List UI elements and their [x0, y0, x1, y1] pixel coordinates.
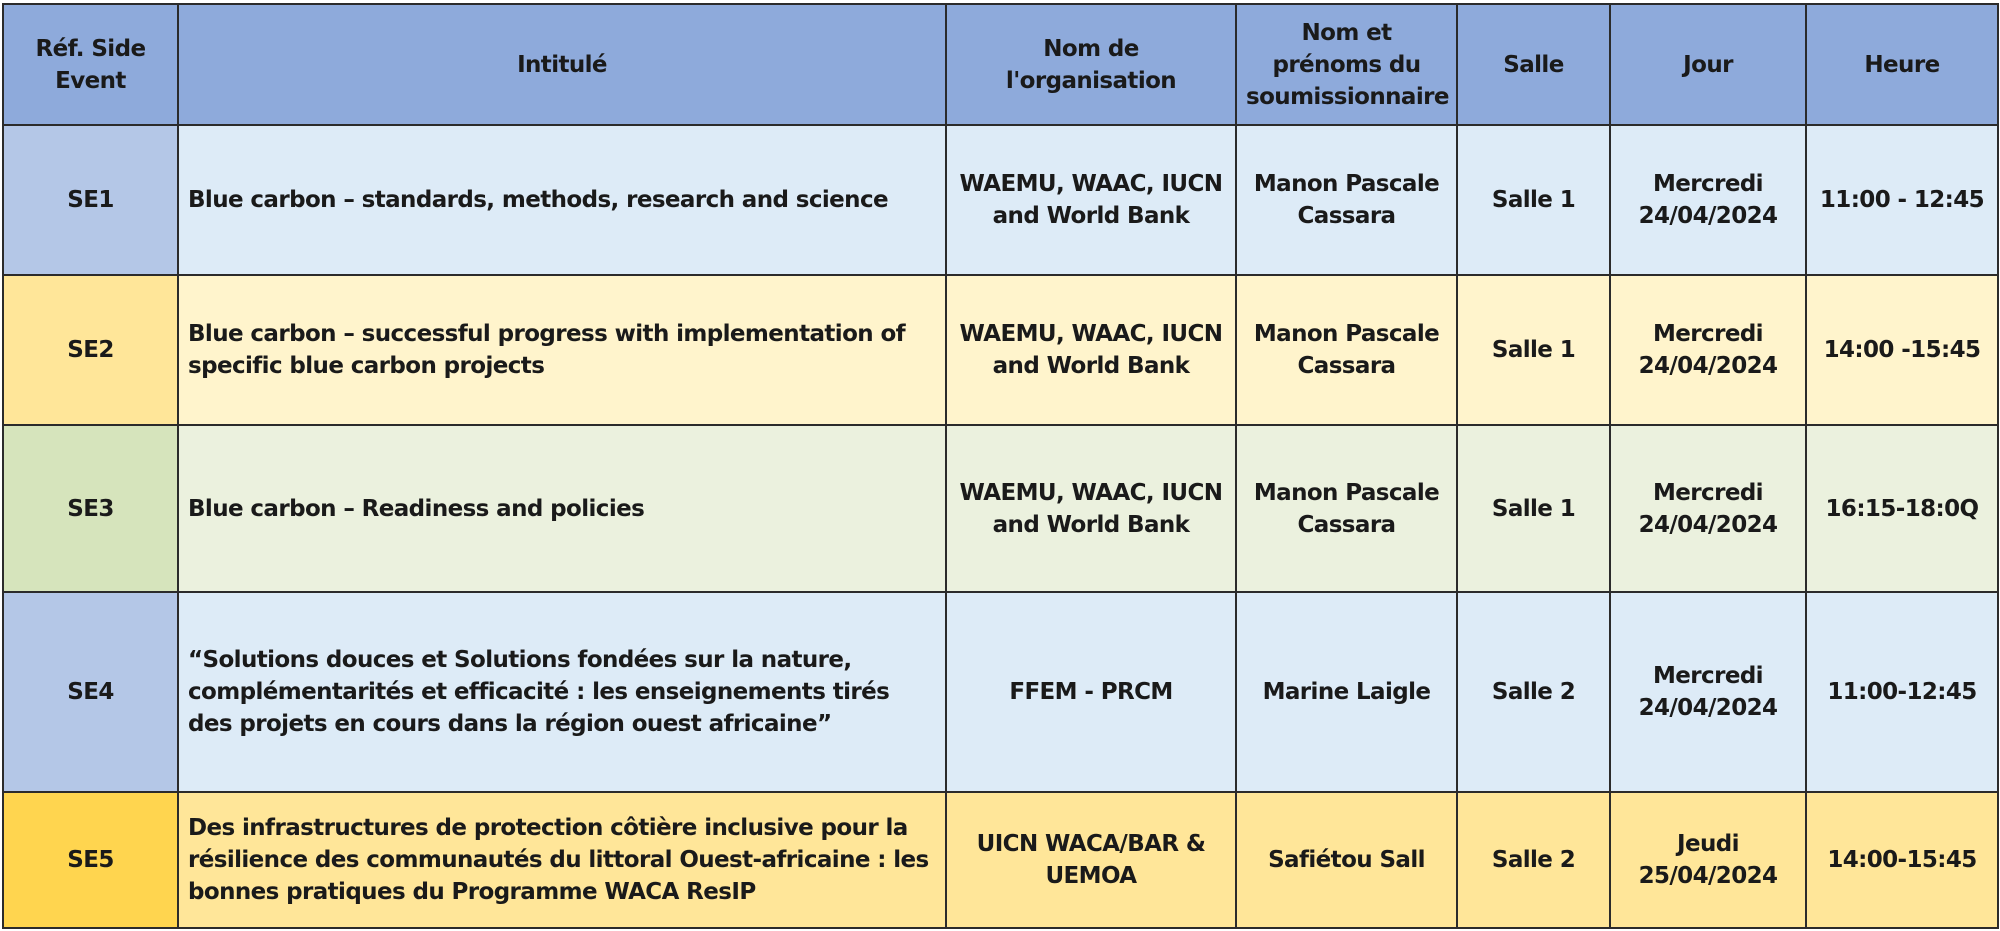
- day-name: Mercredi: [1653, 171, 1763, 197]
- cell-day: [1610, 275, 1806, 425]
- cell-submitter: Safiétou Sall: [1236, 792, 1457, 928]
- cell-submitter: Marine Laigle: [1236, 592, 1457, 792]
- cell-day: [1610, 125, 1806, 275]
- cell-org: UICN WACA/BAR & UEMOA: [946, 792, 1236, 928]
- cell-ref: SE3: [3, 425, 178, 592]
- cell-title: Blue carbon – standards, methods, research and science: [178, 125, 946, 275]
- cell-time: 14:00-15:45: [1806, 792, 1998, 928]
- cell-org: WAEMU, WAAC, IUCN and World Bank: [946, 425, 1236, 592]
- cell-title: Blue carbon – Readiness and policies: [178, 425, 946, 592]
- day-date: 25/04/2024: [1638, 863, 1778, 889]
- cell-room: Salle 2: [1457, 592, 1610, 792]
- cell-title: “Solutions douces et Solutions fondées sur la nature, complémentarités et efficacité : les enseignements tirés des projets en cours dans la région ouest africaine”: [178, 592, 946, 792]
- cell-ref: SE5: [3, 792, 178, 928]
- cell-org: WAEMU, WAAC, IUCN and World Bank: [946, 125, 1236, 275]
- cell-room: Salle 1: [1457, 425, 1610, 592]
- day-name: Mercredi: [1653, 321, 1763, 347]
- header-org: Nom de l'organisation: [946, 4, 1236, 125]
- header-submitter: Nom et prénoms du soumissionnaire: [1236, 4, 1457, 125]
- cell-time: 11:00-12:45: [1806, 592, 1998, 792]
- cell-room: Salle 1: [1457, 125, 1610, 275]
- table-row: [3, 592, 1998, 792]
- day-name: Mercredi: [1653, 479, 1763, 506]
- cell-ref: SE2: [3, 275, 178, 425]
- cell-room: Salle 1: [1457, 275, 1610, 425]
- cell-submitter: Manon Pascale Cassara: [1236, 425, 1457, 592]
- side-events-table: [2, 3, 1999, 929]
- table-row: [3, 125, 1998, 275]
- header-title: Intitulé: [178, 4, 946, 125]
- cell-day: [1610, 592, 1806, 792]
- day-date: 24/04/2024: [1638, 203, 1778, 229]
- day-date: 24/04/2024: [1638, 695, 1778, 721]
- cell-submitter: Manon Pascale Cassara: [1236, 125, 1457, 275]
- cell-day: [1610, 792, 1806, 928]
- table-row: [3, 792, 1998, 928]
- cell-submitter: Manon Pascale Cassara: [1236, 275, 1457, 425]
- cell-ref: SE4: [3, 592, 178, 792]
- cell-org: FFEM - PRCM: [946, 592, 1236, 792]
- cell-time: 11:00 - 12:45: [1806, 125, 1998, 275]
- day-date: 24/04/2024: [1638, 353, 1778, 379]
- cell-time: 16:15-18:0Q: [1806, 425, 1998, 592]
- header-time: Heure: [1806, 4, 1998, 125]
- header-row: [3, 4, 1998, 125]
- cell-room: Salle 2: [1457, 792, 1610, 928]
- day-date: 24/04/2024: [1638, 511, 1778, 538]
- cell-day: [1610, 425, 1806, 592]
- header-ref: Réf. Side Event: [3, 4, 178, 125]
- header-room: Salle: [1457, 4, 1610, 125]
- table-row: [3, 275, 1998, 425]
- day-name: Jeudi: [1677, 831, 1739, 857]
- cell-ref: SE1: [3, 125, 178, 275]
- side-events-table-container: [2, 3, 1997, 929]
- day-name: Mercredi: [1653, 663, 1763, 689]
- table-row: [3, 425, 1998, 592]
- cell-org: WAEMU, WAAC, IUCN and World Bank: [946, 275, 1236, 425]
- cell-title: Des infrastructures de protection côtière inclusive pour la résilience des communautés du littoral Ouest-africaine : les bonnes pratiques du Programme WACA ResIP: [178, 792, 946, 928]
- cell-time: 14:00 -15:45: [1806, 275, 1998, 425]
- header-day: Jour: [1610, 4, 1806, 125]
- cell-title: Blue carbon – successful progress with implementation of specific blue carbon projects: [178, 275, 946, 425]
